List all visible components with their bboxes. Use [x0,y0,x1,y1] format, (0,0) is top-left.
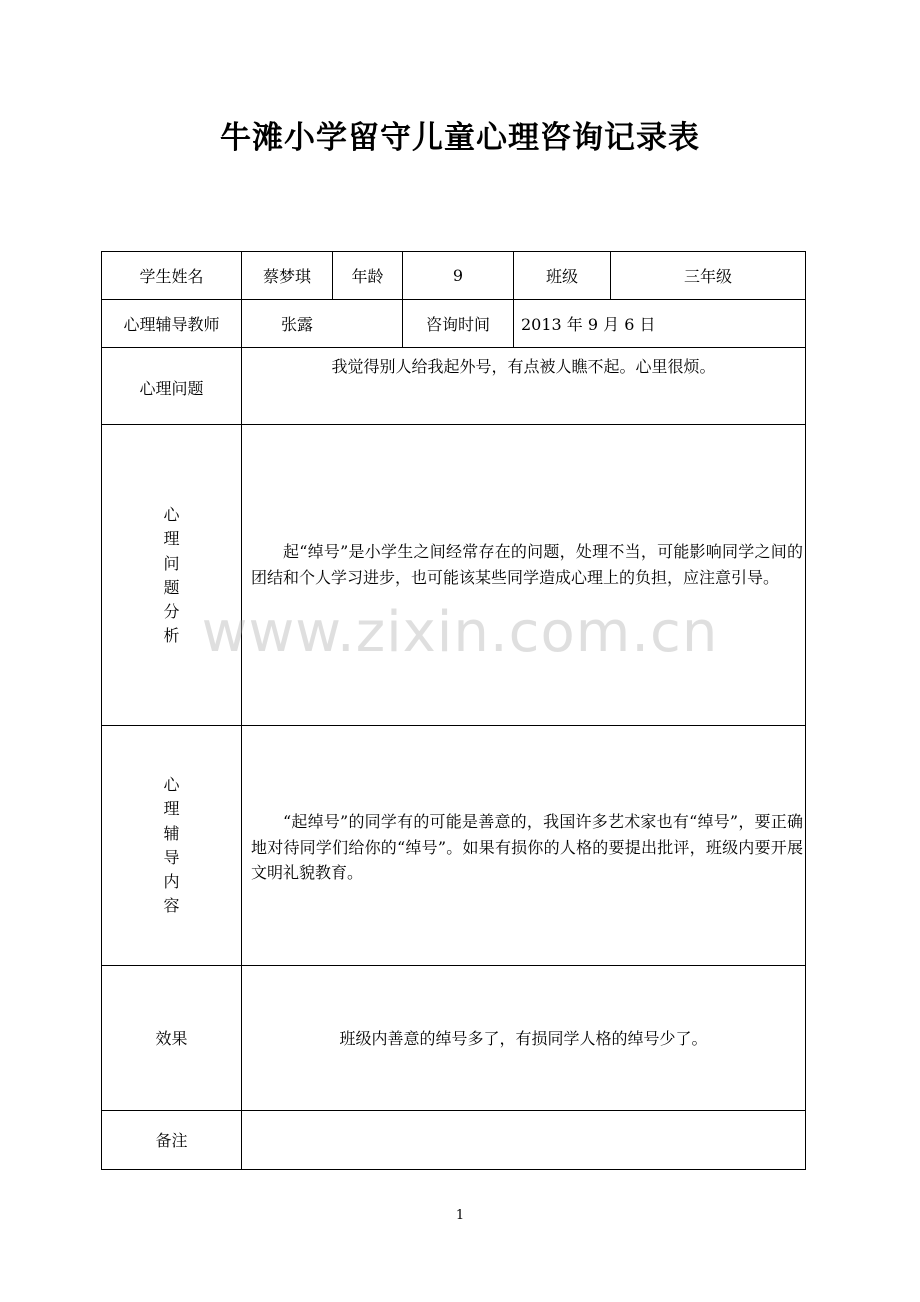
remarks-value [241,1110,806,1169]
counseling-label-char: 辅 [163,823,180,843]
row-divider [101,424,806,425]
age-value: 9 [452,265,464,285]
table-border-bottom [101,1169,806,1170]
counseling-label-char: 心 [163,775,180,794]
analysis-label-char: 题 [163,577,180,597]
consult-time-label: 咨询时间 [425,314,490,334]
age-label: 年龄 [351,266,384,286]
analysis-text: 起“绰号”是小学生之间经常存在的问题，处理不当，可能影响同学之间的团结和个人学习进步，也可能该某些同学造成心理上的负担，应注意引导。 [251,542,803,587]
effect-text: 班级内善意的绰号多了，有损同学人格的绰号少了。 [339,1029,708,1048]
watermark: www.zixin.com.cn [201,600,719,665]
row-divider [101,725,806,726]
counseling-text: “起绰号”的同学有的可能是善意的，我国许多艺术家也有“绰号”，要正确地对待同学们给你的“绰号”。如果有损你的人格的要提出批评，班级内要开展文明礼貌教育。 [251,812,803,882]
effect-label: 效果 [155,1029,188,1048]
teacher-label: 心理辅导教师 [123,314,220,334]
counseling-label [101,773,242,919]
problem-text: 我觉得别人给我起外号，有点被人瞧不起。心里很烦。 [331,356,716,376]
row-divider [101,347,806,348]
counseling-label-char: 内 [163,872,180,892]
page-title: 牛滩小学留守儿童心理咨询记录表 [220,120,700,156]
counseling-label-char: 理 [163,799,180,819]
remarks-label: 备注 [155,1131,188,1150]
analysis-label-char: 理 [163,529,180,549]
problem-label: 心理问题 [139,378,204,398]
class-label: 班级 [545,266,578,286]
page-number: 1 [455,1208,465,1223]
analysis-label-char: 问 [163,553,180,573]
student-name-value: 蔡梦琪 [262,266,311,286]
student-name-label: 学生姓名 [139,266,204,286]
consult-time-value: 2013 年 9 月 6 日 [521,314,656,334]
analysis-label-char: 析 [163,626,180,646]
analysis-label-char: 分 [163,602,180,622]
counseling-label-char: 导 [163,847,180,867]
teacher-value: 张露 [280,314,313,334]
analysis-label-char: 心 [163,505,180,524]
counseling-label-char: 容 [163,896,180,916]
class-value: 三年级 [683,266,732,286]
